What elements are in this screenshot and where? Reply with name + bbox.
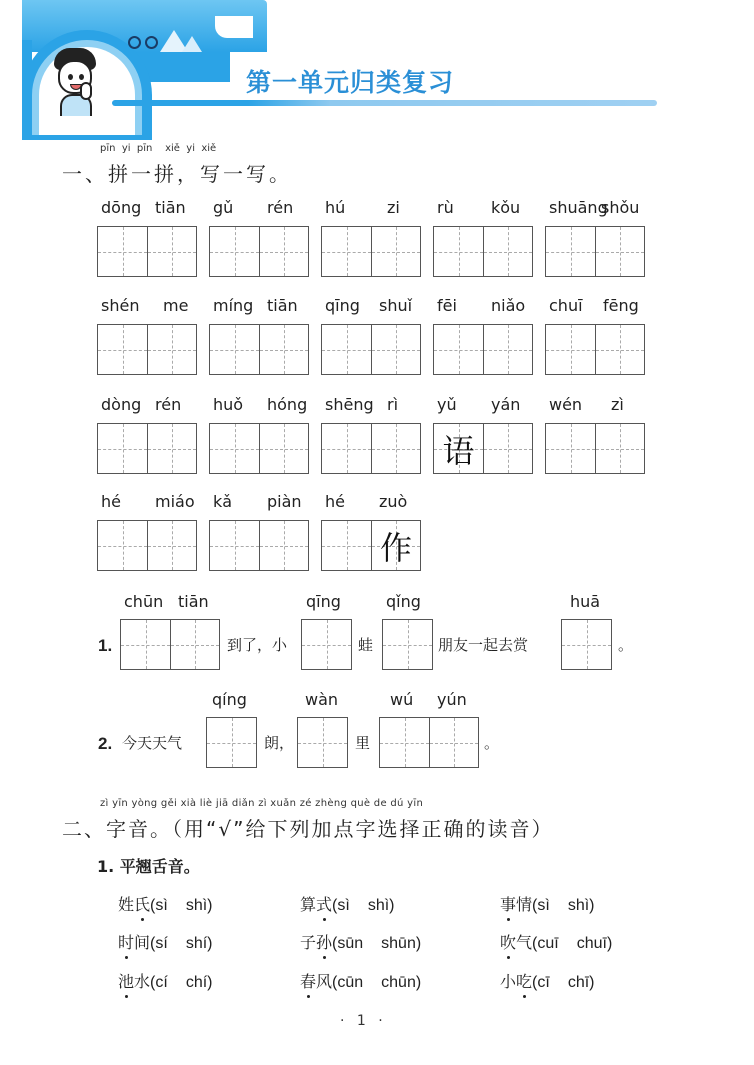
- prefilled-char: [210, 521, 259, 570]
- grid-cell[interactable]: [147, 227, 196, 276]
- sentence-text: 。: [618, 636, 634, 654]
- word-pinyin: hé miáo: [101, 492, 195, 511]
- pinyin-option[interactable]: chí: [185, 974, 208, 991]
- grid-cell[interactable]: [259, 325, 308, 374]
- word-char: 风: [316, 972, 333, 991]
- pinyin-option[interactable]: shì: [185, 897, 208, 914]
- reading-item: [300, 892, 394, 915]
- writing-grid[interactable]: [209, 423, 309, 474]
- blank-pinyin: wàn: [305, 690, 339, 709]
- writing-grid[interactable]: [321, 226, 421, 277]
- reading-item: [300, 969, 421, 992]
- writing-grid[interactable]: [97, 226, 197, 277]
- pinyin-option[interactable]: sì: [537, 897, 550, 914]
- page-title: 第一单元归类复习: [246, 68, 455, 97]
- prefilled-char: [98, 227, 147, 276]
- writing-grid[interactable]: [433, 423, 533, 474]
- prefilled-char: [596, 424, 644, 473]
- dotted-char: 吃: [516, 969, 532, 992]
- word-char: 间: [134, 933, 151, 952]
- prefilled-char: [148, 325, 196, 374]
- word-pinyin: míng tiān: [213, 296, 298, 315]
- word-pinyin: huǒ hóng: [213, 395, 308, 414]
- prefilled-char: [322, 424, 371, 473]
- prefilled-char: [260, 227, 308, 276]
- blank-pinyin: qíng: [212, 690, 247, 709]
- pinyin-options: (cí chí): [150, 974, 213, 991]
- prefilled-char: [148, 424, 196, 473]
- word-pinyin: rù kǒu: [437, 198, 521, 217]
- prefilled-char: [260, 424, 308, 473]
- section1-heading-pinyin: pīn yi pīn xiě yi xiě: [100, 143, 217, 154]
- word-char: 姓: [118, 895, 135, 914]
- prefilled-char: [98, 424, 147, 473]
- banner-notch: [215, 16, 253, 38]
- pinyin-option[interactable]: sí: [155, 935, 168, 952]
- word-pinyin: kǎ piàn: [213, 492, 302, 511]
- prefilled-char: [596, 227, 644, 276]
- pinyin-option[interactable]: shì: [567, 897, 590, 914]
- grid-cell[interactable]: [322, 424, 371, 473]
- prefilled-char: [322, 325, 371, 374]
- grid-cell[interactable]: [546, 424, 595, 473]
- grid-cell[interactable]: [322, 521, 371, 570]
- section2-heading-pinyin: zì yīn yòng gěi xià liè jiā diǎn zì xuǎn zé zhèng què de dú yīn: [100, 798, 424, 809]
- reading-item: [118, 892, 212, 915]
- word-char: 小: [500, 972, 517, 991]
- word-pinyin: shuāng shǒu: [549, 198, 640, 217]
- section2-subheading: 1. 平翘舌音。: [97, 857, 200, 876]
- sentence-text: 到了，小: [227, 636, 288, 654]
- prefilled-char: [260, 325, 308, 374]
- boy-thumbs-up-icon: [50, 48, 102, 116]
- sentence-text: 朗，: [264, 734, 295, 752]
- reading-item: [500, 892, 594, 915]
- dotted-char: 孙: [316, 930, 332, 953]
- reading-item: [500, 930, 612, 953]
- star-icon: [228, 17, 231, 20]
- section2-heading: 二、字音。（用“√”给下列加点字选择正确的读音）: [62, 817, 554, 841]
- prefilled-char: [322, 227, 371, 276]
- blank-pinyin: yún: [437, 690, 467, 709]
- title-underline: [112, 100, 657, 106]
- header-banner: [0, 0, 754, 125]
- grid-cell[interactable]: [483, 424, 532, 473]
- pinyin-option[interactable]: shì: [367, 897, 390, 914]
- pinyin-options: (sì shì): [150, 897, 213, 914]
- prefilled-char: [434, 227, 483, 276]
- pinyin-option[interactable]: chūn: [381, 974, 416, 991]
- writing-grid[interactable]: [209, 226, 309, 277]
- pinyin-option[interactable]: cūn: [337, 974, 364, 991]
- grid-cell[interactable]: [546, 227, 595, 276]
- writing-grid[interactable]: [97, 324, 197, 375]
- word-pinyin: wén zì: [549, 395, 624, 414]
- writing-grid[interactable]: [545, 226, 645, 277]
- writing-grid[interactable]: [321, 324, 421, 375]
- dotted-char: 式: [316, 892, 332, 915]
- word-pinyin: yǔ yán: [437, 395, 521, 414]
- grid-cell[interactable]: [595, 227, 644, 276]
- grid-cell[interactable]: [259, 424, 308, 473]
- word-pinyin: qīng shuǐ: [325, 296, 413, 315]
- pinyin-option[interactable]: chī: [567, 974, 590, 991]
- pinyin-option[interactable]: sì: [155, 897, 168, 914]
- prefilled-char: [210, 424, 259, 473]
- prefilled-char: [372, 424, 420, 473]
- writing-grid[interactable]: [97, 520, 197, 571]
- word-char: 子: [300, 933, 317, 952]
- prefilled-char: [434, 325, 483, 374]
- grid-cell[interactable]: [98, 227, 147, 276]
- word-char: 情: [516, 895, 533, 914]
- dotted-char: 氏: [134, 892, 150, 915]
- grid-cell[interactable]: [434, 424, 483, 473]
- grid-cell[interactable]: [210, 325, 259, 374]
- grid-cell[interactable]: [322, 325, 371, 374]
- word-pinyin: hú zi: [325, 198, 400, 217]
- mountain-icon: [182, 36, 202, 52]
- dotted-char: 吹: [500, 930, 516, 953]
- writing-grid[interactable]: [321, 520, 421, 571]
- prefilled-char: [210, 325, 259, 374]
- writing-grid[interactable]: [209, 520, 309, 571]
- dotted-char: 事: [500, 892, 516, 915]
- prefilled-char: [372, 227, 420, 276]
- word-pinyin: shén me: [101, 296, 189, 315]
- grid-cell[interactable]: [210, 227, 259, 276]
- prefilled-char: [148, 227, 196, 276]
- prefilled-char: 语: [442, 431, 475, 470]
- word-char: 气: [516, 933, 533, 952]
- pinyin-option[interactable]: cí: [155, 974, 168, 991]
- grid-cell[interactable]: [371, 325, 420, 374]
- answer-grid[interactable]: [297, 717, 348, 768]
- grid-cell[interactable]: [147, 424, 196, 473]
- pinyin-option[interactable]: sì: [337, 897, 350, 914]
- writing-grid[interactable]: [321, 423, 421, 474]
- word-pinyin: dòng rén: [101, 395, 182, 414]
- prefilled-char: [546, 227, 595, 276]
- grid-cell[interactable]: [434, 325, 483, 374]
- blank-pinyin: chūn: [124, 592, 164, 611]
- answer-grid[interactable]: [379, 717, 479, 768]
- blank-pinyin: wú: [390, 690, 414, 709]
- prefilled-char: [98, 521, 147, 570]
- pinyin-option[interactable]: cuī: [537, 935, 559, 952]
- grid-cell[interactable]: [98, 521, 147, 570]
- sentence-text: 今天天气: [122, 734, 183, 752]
- sentence-number: 1.: [98, 636, 113, 655]
- dotted-char: 春: [300, 969, 316, 992]
- grid-cell[interactable]: [483, 325, 532, 374]
- writing-grid[interactable]: [545, 324, 645, 375]
- sentence-text: 里: [355, 734, 371, 752]
- prefilled-char: 作: [379, 528, 412, 567]
- word-pinyin: hé zuò: [325, 492, 408, 511]
- dotted-char: 时: [118, 930, 134, 953]
- answer-grid[interactable]: [206, 717, 257, 768]
- prefilled-char: [372, 325, 420, 374]
- section1-heading: 一、拼一拼，写一写。: [62, 162, 292, 186]
- prefilled-char: [484, 227, 532, 276]
- prefilled-char: [322, 521, 371, 570]
- prefilled-char: [98, 325, 147, 374]
- pinyin-options: (cī chī): [532, 974, 595, 991]
- answer-grid[interactable]: [561, 619, 612, 670]
- pinyin-option[interactable]: shūn: [381, 935, 416, 952]
- grid-cell[interactable]: [371, 521, 420, 570]
- pinyin-options: (sūn shūn): [332, 935, 422, 952]
- reading-item: [300, 930, 421, 953]
- pinyin-option[interactable]: cī: [537, 974, 550, 991]
- answer-grid[interactable]: [120, 619, 220, 670]
- dotted-char: 池: [118, 969, 134, 992]
- grid-cell[interactable]: [147, 521, 196, 570]
- reading-item: [500, 969, 594, 992]
- answer-grid[interactable]: [301, 619, 352, 670]
- writing-grid[interactable]: [545, 423, 645, 474]
- writing-grid[interactable]: [209, 324, 309, 375]
- grid-cell[interactable]: [434, 227, 483, 276]
- word-pinyin: fēi niǎo: [437, 296, 526, 315]
- grid-cell[interactable]: [546, 325, 595, 374]
- pinyin-options: (sì shì): [532, 897, 595, 914]
- prefilled-char: [484, 325, 532, 374]
- grid-cell[interactable]: [259, 521, 308, 570]
- writing-grid[interactable]: [97, 423, 197, 474]
- blank-pinyin: tiān: [178, 592, 209, 611]
- grid-cell[interactable]: [371, 424, 420, 473]
- prefilled-char: [260, 521, 308, 570]
- pinyin-options: (sì shì): [332, 897, 395, 914]
- grid-cell[interactable]: [595, 424, 644, 473]
- sentence-number: 2.: [98, 734, 113, 753]
- blank-pinyin: qīng: [306, 592, 341, 611]
- word-pinyin: dōng tiān: [101, 198, 186, 217]
- grid-cell[interactable]: [98, 325, 147, 374]
- reading-item: [118, 930, 212, 953]
- word-pinyin: shēng rì: [325, 395, 399, 414]
- pinyin-options: (cuī chuī): [532, 935, 613, 952]
- reading-item: [118, 969, 212, 992]
- bicycle-icon: [128, 36, 160, 50]
- prefilled-char: [546, 424, 595, 473]
- grid-cell[interactable]: [259, 227, 308, 276]
- writing-grid[interactable]: [433, 226, 533, 277]
- page-number: · 1 ·: [340, 1013, 387, 1029]
- grid-cell[interactable]: [210, 521, 259, 570]
- prefilled-char: [596, 325, 644, 374]
- pinyin-option[interactable]: chuī: [576, 935, 607, 952]
- prefilled-char: [148, 521, 196, 570]
- blank-pinyin: qǐng: [386, 592, 421, 611]
- grid-cell[interactable]: [483, 227, 532, 276]
- answer-grid[interactable]: [382, 619, 433, 670]
- grid-cell[interactable]: [371, 227, 420, 276]
- word-pinyin: gǔ rén: [213, 198, 294, 217]
- prefilled-char: [546, 325, 595, 374]
- pinyin-options: (sí shí): [150, 935, 213, 952]
- pinyin-option[interactable]: shí: [185, 935, 208, 952]
- pinyin-options: (cūn chūn): [332, 974, 422, 991]
- pinyin-option[interactable]: sūn: [337, 935, 364, 952]
- sentence-text: 蛙: [358, 636, 374, 654]
- prefilled-char: [210, 227, 259, 276]
- grid-cell[interactable]: [322, 227, 371, 276]
- word-char: 算: [300, 895, 317, 914]
- sentence-text: 。: [484, 734, 500, 752]
- prefilled-char: [484, 424, 532, 473]
- blank-pinyin: huā: [570, 592, 601, 611]
- grid-cell[interactable]: [210, 424, 259, 473]
- word-char: 水: [134, 972, 151, 991]
- writing-grid[interactable]: [433, 324, 533, 375]
- grid-cell[interactable]: [147, 325, 196, 374]
- sentence-text: 朋友一起去赏: [438, 636, 529, 654]
- grid-cell[interactable]: [98, 424, 147, 473]
- grid-cell[interactable]: [595, 325, 644, 374]
- word-pinyin: chuī fēng: [549, 296, 639, 315]
